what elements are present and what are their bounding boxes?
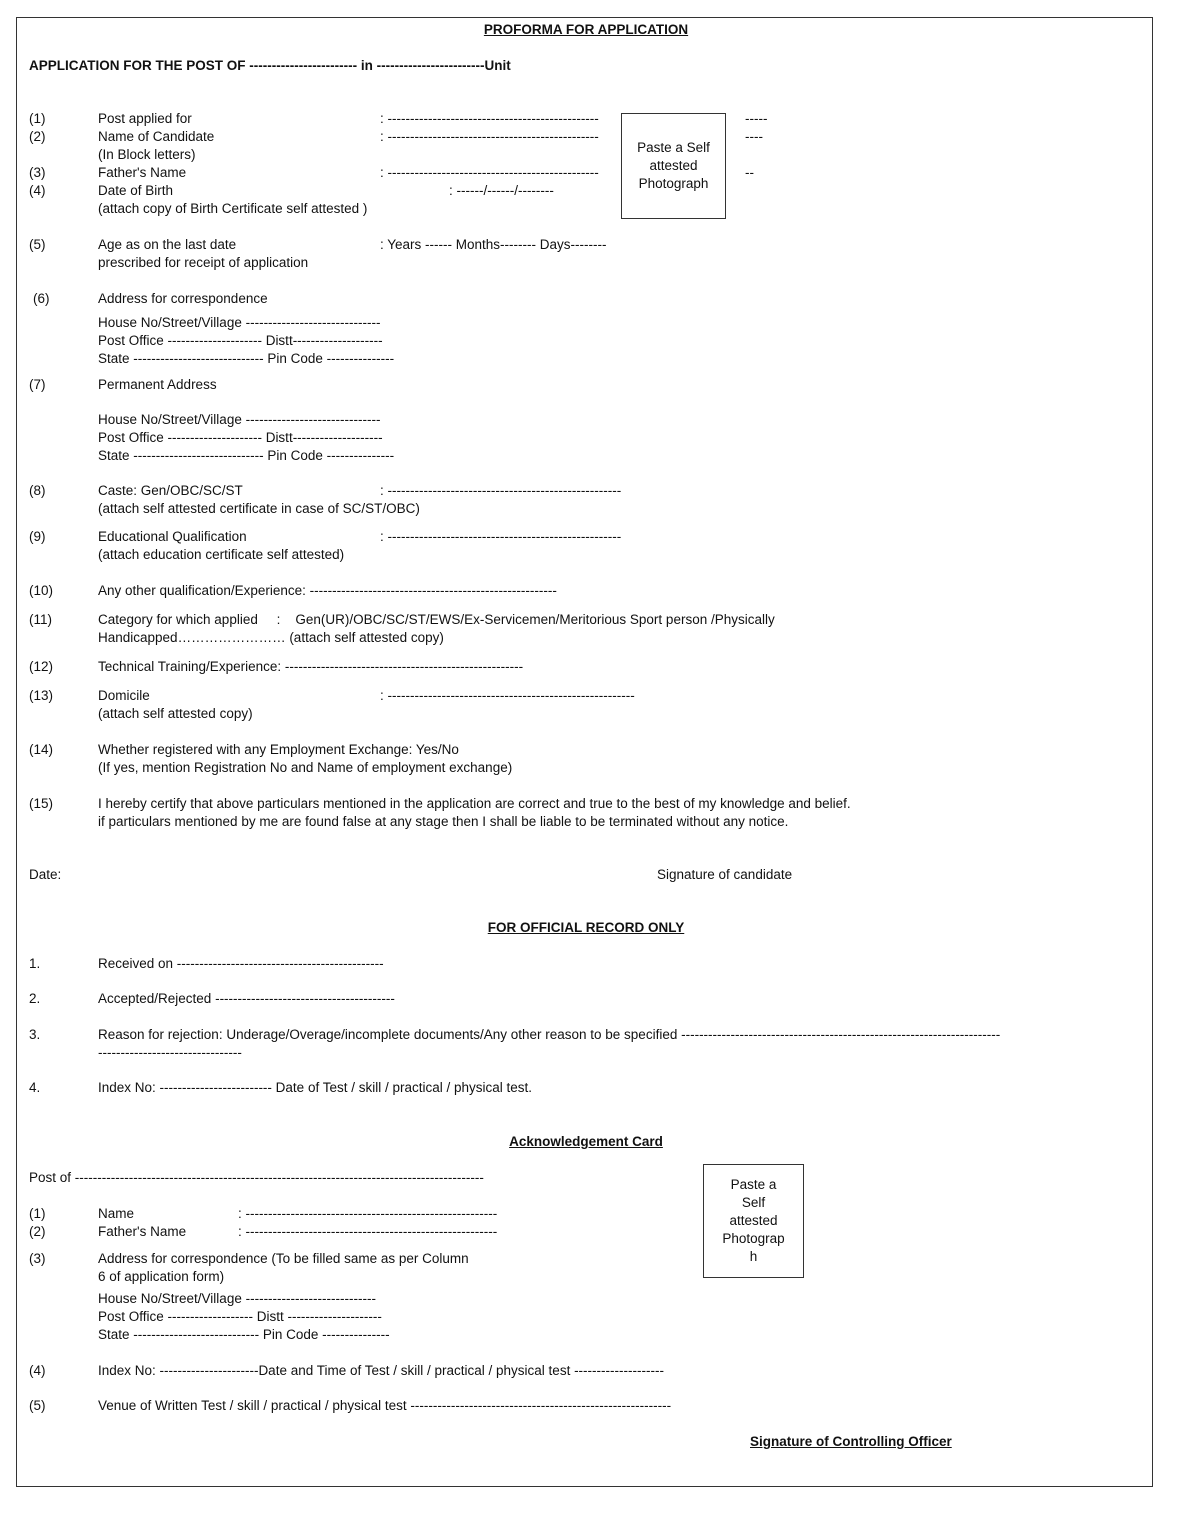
item-number: (9): [29, 529, 46, 544]
domicile-field[interactable]: : -------------------------------------------------------: [380, 688, 635, 703]
ack-address-sublabel: 6 of application form): [98, 1269, 225, 1284]
dob-field[interactable]: : ------/------/--------: [449, 183, 554, 198]
ack-photo-box: Paste a Self attested Photograp h: [703, 1164, 804, 1278]
domicile-label: Domicile: [98, 688, 150, 703]
item-number: (3): [29, 1251, 46, 1266]
permanent-house-field[interactable]: House No/Street/Village ------------------------------: [98, 412, 381, 427]
ack-address-label: Address for correspondence (To be filled same as per Column: [98, 1251, 469, 1266]
age-label: Age as on the last date: [98, 237, 237, 252]
side-dash: ----: [745, 129, 763, 144]
declaration-text-2: if particulars mentioned by me are found false at any stage then I shall be liable to be terminated without any notice.: [98, 814, 789, 829]
item-number: (3): [29, 165, 46, 180]
item-number: (8): [29, 483, 46, 498]
age-sublabel: prescribed for receipt of application: [98, 255, 309, 270]
ack-state-field[interactable]: State ---------------------------- Pin Code ---------------: [98, 1327, 390, 1342]
domicile-sublabel: (attach self attested copy): [98, 706, 253, 721]
ack-father-name-label: Father's Name: [98, 1224, 187, 1239]
item-number: (13): [29, 688, 54, 703]
correspondence-address-label: Address for correspondence: [98, 291, 268, 306]
ack-father-name-field[interactable]: : --------------------------------------------------------: [238, 1224, 498, 1239]
father-name-field[interactable]: : -----------------------------------------------: [380, 165, 599, 180]
ack-index-no-field[interactable]: Index No: ----------------------Date and Time of Test / skill / practical / physical test --------------------: [98, 1363, 664, 1378]
caste-label: Caste: Gen/OBC/SC/ST: [98, 483, 243, 498]
ack-venue-field[interactable]: Venue of Written Test / skill / practical / physical test ----------------------------------------------------------: [98, 1398, 672, 1413]
candidate-name-field[interactable]: : -----------------------------------------------: [380, 129, 599, 144]
form-title: PROFORMA FOR APPLICATION: [483, 22, 689, 37]
ack-postoffice-field[interactable]: Post Office ------------------- Distt ---------------------: [98, 1309, 382, 1324]
category-label: Category for which applied : Gen(UR)/OBC/SC/ST/EWS/Ex-Servicemen/Meritorious Sport person /Physically: [98, 612, 775, 627]
dob-sublabel: (attach copy of Birth Certificate self attested ): [98, 201, 368, 216]
official-record-title: FOR OFFICIAL RECORD ONLY: [487, 920, 685, 935]
item-number: (15): [29, 796, 54, 811]
item-number: (12): [29, 659, 54, 674]
candidate-signature-label: Signature of candidate: [657, 867, 793, 882]
side-dash: --: [745, 165, 754, 180]
age-field[interactable]: : Years ------ Months-------- Days--------: [380, 237, 607, 252]
post-applied-field[interactable]: : -----------------------------------------------: [380, 111, 599, 126]
caste-sublabel: (attach self attested certificate in case of SC/ST/OBC): [98, 501, 420, 516]
category-sublabel: Handicapped…………………… (attach self attested copy): [98, 630, 444, 645]
ack-name-field[interactable]: : --------------------------------------------------------: [238, 1206, 498, 1221]
item-number: (1): [29, 1206, 46, 1221]
item-number: (1): [29, 111, 46, 126]
accepted-rejected-field[interactable]: Accepted/Rejected ----------------------------------------: [98, 991, 395, 1006]
item-number: (7): [29, 377, 46, 392]
item-number: (14): [29, 742, 54, 757]
education-sublabel: (attach education certificate self attested): [98, 547, 345, 562]
dob-label: Date of Birth: [98, 183, 174, 198]
rejection-reason-continuation[interactable]: --------------------------------: [98, 1045, 242, 1060]
item-number: 3.: [29, 1027, 41, 1042]
post-line: APPLICATION FOR THE POST OF ------------------------ in ------------------------Unit: [29, 58, 511, 73]
received-on-field[interactable]: Received on ----------------------------------------------: [98, 956, 384, 971]
ack-post-of-field[interactable]: Post of -------------------------------------------------------------------------------------------: [29, 1170, 484, 1185]
employment-exchange-sublabel: (If yes, mention Registration No and Name of employment exchange): [98, 760, 513, 775]
acknowledgement-title: Acknowledgement Card: [509, 1134, 663, 1149]
controlling-officer-signature: Signature of Controlling Officer: [750, 1434, 952, 1449]
item-number: (2): [29, 129, 46, 144]
item-number: (5): [29, 1398, 46, 1413]
date-label: Date:: [29, 867, 62, 882]
item-number: (6): [33, 291, 50, 306]
rejection-reason-field[interactable]: Reason for rejection: Underage/Overage/incomplete documents/Any other reason to be specified -----------------------------------------------------------------------: [98, 1027, 1001, 1042]
education-label: Educational Qualification: [98, 529, 247, 544]
correspondence-postoffice-field[interactable]: Post Office --------------------- Distt--------------------: [98, 333, 383, 348]
declaration-text: I hereby certify that above particulars mentioned in the application are correct and true to the best of my knowledge and belief.: [98, 796, 851, 811]
ack-house-field[interactable]: House No/Street/Village -----------------------------: [98, 1291, 376, 1306]
index-no-field[interactable]: Index No: ------------------------- Date of Test / skill / practical / physical test.: [98, 1080, 533, 1095]
item-number: (4): [29, 183, 46, 198]
candidate-name-label: Name of Candidate: [98, 129, 215, 144]
candidate-name-sublabel: (In Block letters): [98, 147, 196, 162]
caste-field[interactable]: : ----------------------------------------------------: [380, 483, 622, 498]
photo-box: Paste a Self attested Photograph: [621, 113, 726, 219]
side-dash: -----: [745, 111, 768, 126]
item-number: 4.: [29, 1080, 41, 1095]
item-number: (10): [29, 583, 54, 598]
other-qualification-field[interactable]: Any other qualification/Experience: -------------------------------------------------------: [98, 583, 557, 598]
item-number: 2.: [29, 991, 41, 1006]
permanent-address-label: Permanent Address: [98, 377, 217, 392]
item-number: (5): [29, 237, 46, 252]
permanent-state-field[interactable]: State ----------------------------- Pin Code ---------------: [98, 448, 395, 463]
education-field[interactable]: : ----------------------------------------------------: [380, 529, 622, 544]
post-applied-label: Post applied for: [98, 111, 192, 126]
item-number: (11): [29, 612, 53, 627]
ack-name-label: Name: [98, 1206, 135, 1221]
item-number: (4): [29, 1363, 46, 1378]
correspondence-state-field[interactable]: State ----------------------------- Pin Code ---------------: [98, 351, 395, 366]
technical-training-field[interactable]: Technical Training/Experience: -----------------------------------------------------: [98, 659, 524, 674]
correspondence-house-field[interactable]: House No/Street/Village ------------------------------: [98, 315, 381, 330]
father-name-label: Father's Name: [98, 165, 187, 180]
item-number: (2): [29, 1224, 46, 1239]
employment-exchange-label: Whether registered with any Employment Exchange: Yes/No: [98, 742, 459, 757]
permanent-postoffice-field[interactable]: Post Office --------------------- Distt--------------------: [98, 430, 383, 445]
item-number: 1.: [29, 956, 41, 971]
